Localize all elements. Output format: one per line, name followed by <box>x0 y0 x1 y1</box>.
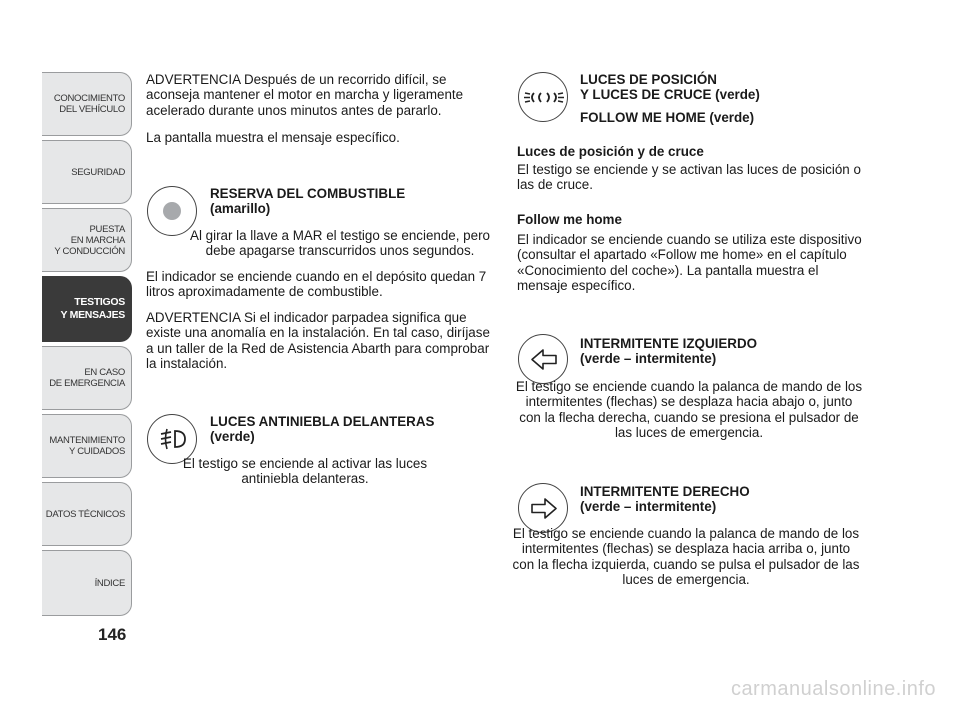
left-arrow-indicator-icon <box>518 334 568 384</box>
position-cruce-heading: Luces de posición y de cruce <box>517 144 704 159</box>
watermark: carmanualsonline.info <box>730 678 936 700</box>
tab-mantenimiento-y-cuidados[interactable]: MANTENIMIENTO Y CUIDADOS <box>42 414 132 478</box>
tab-seguridad[interactable]: SEGURIDAD <box>42 140 132 204</box>
tab-conocimiento-del-vehiculo[interactable]: CONOCIMIENTO DEL VEHÍCULO <box>42 72 132 136</box>
intro-display-text: La pantalla muestra el mensaje específico. <box>146 130 400 145</box>
follow-me-home-subtitle: FOLLOW ME HOME (verde) <box>580 110 755 125</box>
follow-me-home-text: El indicador se enciende cuando se utiliza este dispositivo (consultar el apartado «Follow me home» en el capítulo «Conocimiento del coche»). La pantalla muestra el mensaje específico. <box>517 232 862 294</box>
front-fog-text: El testigo se enciende al activar las luces antiniebla delanteras. <box>182 456 428 487</box>
fuel-reserve-title: RESERVA DEL COMBUSTIBLE (amarillo) <box>210 186 406 217</box>
position-lights-title: LUCES DE POSICIÓN Y LUCES DE CRUCE (verde) <box>580 72 760 103</box>
fuel-reserve-warning: ADVERTENCIA Si el indicador parpadea significa que existe una anomalía en la instalación. En tal caso, diríjase a un taller de la Red de Asistencia Abarth para comprobar la instalación. <box>146 310 490 372</box>
tab-testigos-y-mensajes[interactable]: TESTIGOS Y MENSAJES <box>42 276 132 342</box>
tab-datos-tecnicos[interactable]: DATOS TÉCNICOS <box>42 482 132 546</box>
tab-en-caso-de-emergencia[interactable]: EN CASO DE EMERGENCIA <box>42 346 132 410</box>
page-number: 146 <box>98 625 127 644</box>
tab-puesta-en-marcha[interactable]: PUESTA EN MARCHA Y CONDUCCIÓN <box>42 208 132 272</box>
fuel-reserve-info: El indicador se enciende cuando en el depósito quedan 7 litros aproximadamente de combustible. <box>146 269 487 300</box>
intro-warning: ADVERTENCIA Después de un recorrido difícil, se aconseja mantener el motor en marcha y ligeramente acelerado durante unos minutos antes de pararlo. <box>146 72 464 118</box>
position-cruce-text: El testigo se enciende y se activan las luces de posición o las de cruce. <box>517 162 861 193</box>
position-lights-icon <box>518 72 568 122</box>
left-indicator-title: INTERMITENTE IZQUIERDO (verde – intermitente) <box>580 336 758 367</box>
front-fog-title: LUCES ANTINIEBLA DELANTERAS (verde) <box>210 414 435 445</box>
right-indicator-title: INTERMITENTE DERECHO (verde – intermitente) <box>580 484 750 515</box>
right-indicator-text: El testigo se enciende cuando la palanca de mando de los intermitentes (flechas) se desplaza hacia arriba o, junto con la flecha izquierda, cuando se pulsa el pulsador de las luces de emergencia. <box>512 526 860 588</box>
tab-indice[interactable]: ÍNDICE <box>42 550 132 616</box>
follow-me-home-heading: Follow me home <box>517 212 622 227</box>
fuel-reserve-lead: Al girar la llave a MAR el testigo se enciende, pero debe apagarse transcurridos unos segundos. <box>190 228 490 259</box>
left-indicator-text: El testigo se enciende cuando la palanca de mando de los intermitentes (flechas) se desplaza hacia abajo o, junto con la flecha derecha, cuando se presiona el pulsador de las luces de emergencia. <box>515 379 863 441</box>
